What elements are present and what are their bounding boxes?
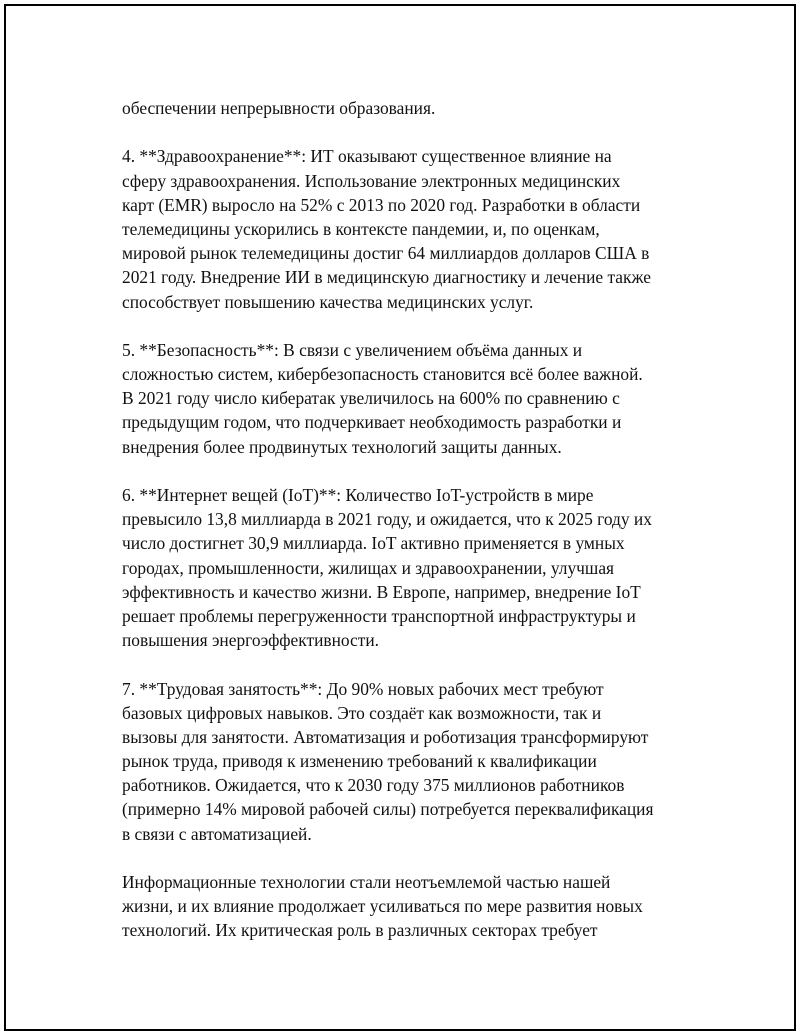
paragraph-healthcare [122,144,712,313]
text-line: Информационные технологии стали неотъемлемой частью нашей [122,872,611,892]
text-line: решает проблемы перегруженности транспортной инфраструктуры и [122,605,636,626]
text-line: внедрения более продвинутых технологий защиты данных. [122,436,562,457]
paragraph-gap [122,846,712,870]
text-line: В 2021 году число кибератак увеличилось на 600% по сравнению с [122,388,620,409]
text-line: вызовы для занятости. Автоматизация и роботизация трансформируют [122,726,649,747]
text-line: сферу здравоохранения. Использование электронных медицинских [122,170,621,191]
paragraph-gap [122,652,712,676]
text-line: повышения энергоэффективности. [122,630,380,651]
text-line: предыдущим годом, что подчеркивает необходимость разработки и [122,412,622,433]
text-line: мировой рынок телемедицины достиг 64 миллиардов долларов США в [122,243,650,264]
text-line: превысило 13,8 миллиарда в 2021 году, и ожидается, что к 2025 году их [122,509,652,530]
text-line: 7. **Трудовая занятость**: До 90% новых рабочих мест требуют [122,678,604,699]
text-line: способствует повышению качества медицинских услуг. [122,291,534,312]
document-page [4,4,796,1031]
text-line: 4. **Здравоохранение**: ИТ оказывают существенное влияние на [122,146,612,167]
text-line: 6. **Интернет вещей (IoT)**: Количество IoT-устройств в мире [122,485,594,505]
text-line: телемедицины ускорились в контексте пандемии, и, по оценкам, [122,218,600,239]
text-line: (примерно 14% мировой рабочей силы) потребуется переквалификация [122,799,654,820]
paragraph-security [122,338,712,459]
text-line: в связи с автоматизацией. [122,823,312,844]
paragraph-gap [122,120,712,144]
text-line: карт (EMR) выросло на 52% с 2013 по 2020 год. Разработки в области [122,194,641,215]
paragraph-employment [122,677,712,846]
paragraph-gap [122,459,712,483]
text-line: базовых цифровых навыков. Это создаёт как возможности, так и [122,702,602,723]
text-line: технологий. Их критическая роль в различных секторах требует [122,920,598,941]
text-line: городах, промышленности, жилищах и здравоохранении, улучшая [122,557,615,578]
document-text [122,96,712,943]
text-line: 5. **Безопасность**: В связи с увеличением объёма данных и [122,339,583,360]
text-line: число достигнет 30,9 миллиарда. IoT активно применяется в умных [122,533,625,554]
paragraph-gap [122,314,712,338]
text-line: 2021 году. Внедрение ИИ в медицинскую диагностику и лечение также [122,267,651,288]
text-line: эффективность и качество жизни. В Европе, например, внедрение IoT [122,581,641,602]
text-line: рынок труда, приводя к изменению требований к квалификации [122,751,597,772]
paragraph-education-end [122,96,712,120]
text-line: обеспечении непрерывности образования. [122,98,436,118]
text-line: жизни, и их влияние продолжает усиливаться по мере развития новых [122,896,643,917]
text-line: сложностью систем, кибербезопасность становится всё более важной. [122,364,643,385]
text-line: работников. Ожидается, что к 2030 году 375 миллионов работников [122,775,625,796]
paragraph-iot [122,483,712,652]
paragraph-conclusion [122,870,712,943]
